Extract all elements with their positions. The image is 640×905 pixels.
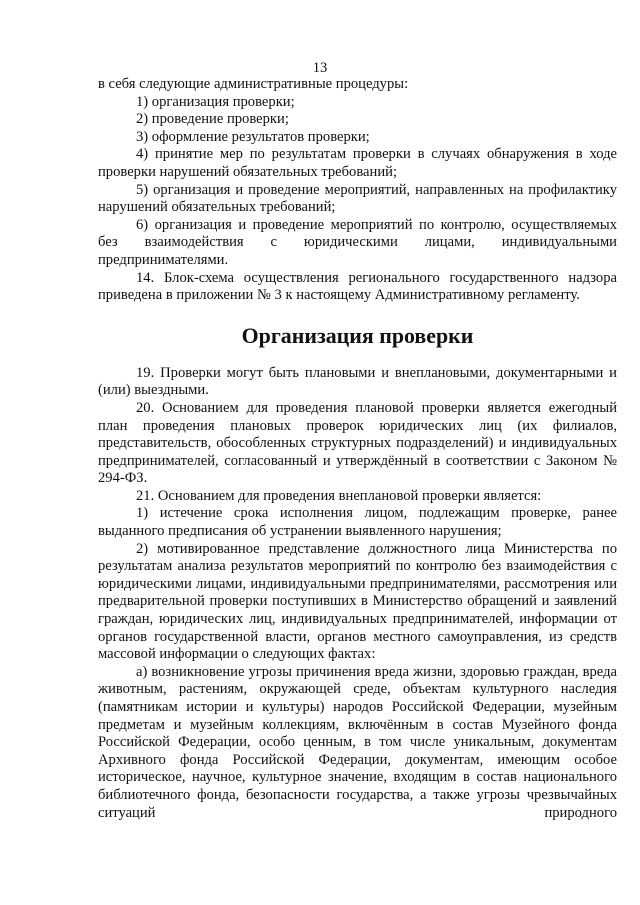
list-item-ground-1: 1) истечение срока исполнения лицом, подлежащим проверке, ранее выданного предписания об устранении выявленного нарушения; [98,505,617,540]
paragraph-14-block-diagram: 14. Блок-схема осуществления регионального государственного надзора приведена в приложении № 3 к настоящему Административному регламенту. [98,269,617,304]
document-body [98,76,617,822]
paragraph-procedures-intro: в себя следующие административные процедуры: [98,76,409,92]
list-item-procedure-2: 2) проведение проверки; [136,111,289,128]
list-item-procedure-3: 3) оформление результатов проверки; [136,128,370,145]
list-item-ground-2a: а) возникновение угрозы причинения вреда жизни, здоровью граждан, вреда животным, растениям, окружающей среде, объектам культурного наследия (памятникам истории и культуры) народов Российской Федерации, музейным предметам и музейным коллекциям, включённым в состав Музейного фонда Российской Федерации, особо ценным, в том числе уникальным, документам Архивного фонда Российской Федерации, документам, имеющим особое историческое, научное, культурное значение, входящим в состав национального библиотечного фонда, безопасности государства, а также угрозы чрезвычайных ситуаций природного [98,663,617,821]
list-item-ground-2: 2) мотивированное представление должностного лица Министерства по результатам анализа результатов мероприятий по контролю без взаимодействия с юридическими лицами, индивидуальными предпринимателями, рассмотрения или предварительной проверки поступивших в Министерство обращений и заявлений граждан, юридических лиц, индивидуальных предпринимателей, информации от органов государственной власти, органов местного самоуправления, из средств массовой информации о следующих фактах: [98,540,617,663]
paragraph-20: 20. Основанием для проведения плановой проверки является ежегодный план проведения плановых проверок юридических лиц (их филиалов, представительств, обособленных структурных подразделений) и индивидуальных предпринимателей, согласованный и утверждённый в соответствии с Законом № 294-ФЗ. [98,399,617,487]
page-number: 13 [312,60,328,76]
paragraph-19: 19. Проверки могут быть плановыми и внеплановыми, документарными и (или) выездными. [98,364,617,399]
list-item-procedure-5: 5) организация и проведение мероприятий, направленных на профилактику нарушений обязательных требований; [98,181,617,216]
list-item-procedure-1: 1) организация проверки; [136,93,295,110]
list-item-procedure-4: 4) принятие мер по результатам проверки в случаях обнаружения в ходе проверки нарушений обязательных требований; [98,146,617,180]
section-heading: Организация проверки [241,322,474,348]
list-item-procedure-6: 6) организация и проведение мероприятий по контролю, осуществляемых без взаимодействия с юридическими лицами, индивидуальными предпринимателями. [98,216,617,268]
paragraph-21: 21. Основанием для проведения внеплановой проверки является: [136,487,542,504]
